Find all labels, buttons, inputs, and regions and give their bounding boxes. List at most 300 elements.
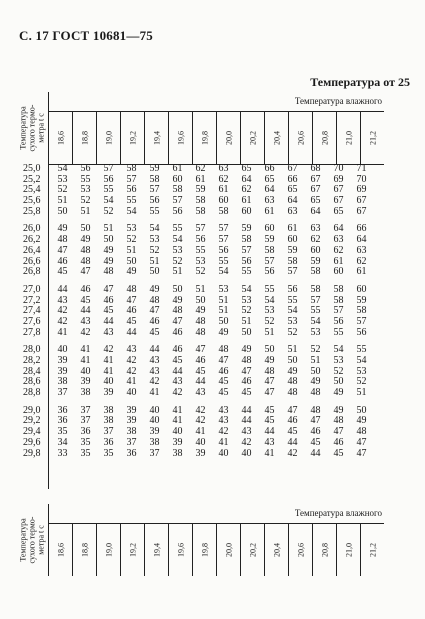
humidity-cell: 41 [264,447,275,459]
humidity-cell: 52 [195,266,206,278]
humidity-cell: 53 [195,255,206,267]
humidity-cell: 41 [172,415,183,427]
humidity-cell: 43 [172,376,183,388]
humidity-cell: 40 [195,436,206,448]
humidity-cell: 52 [310,344,321,356]
humidity-cell: 49 [333,387,344,399]
humidity-cell: 65 [333,205,344,217]
humidity-cell: 45 [195,365,206,377]
humidity-cell: 50 [287,355,298,366]
dry-temp-cell: 27,8 [23,326,41,338]
dry-temp-cell: 26,0 [23,223,41,235]
dry-temp-cell: 29,4 [23,426,41,438]
column-header [49,111,73,164]
humidity-cell: 42 [103,344,114,356]
table-row [15,438,410,449]
humidity-cell: 45 [264,404,275,416]
humidity-cell: 47 [333,426,344,438]
humidity-cell: 58 [126,163,137,174]
humidity-cell: 63 [356,244,367,256]
humidity-cell: 47 [103,283,114,295]
humidity-cell: 42 [195,415,206,427]
humidity-cell: 46 [172,344,183,356]
humidity-cell: 50 [103,234,114,246]
humidity-cell: 36 [103,436,114,448]
humidity-cell: 59 [241,223,252,235]
dry-temp-cell: 28,2 [23,355,41,366]
column-header [313,111,337,164]
humidity-cell: 58 [264,244,275,256]
humidity-cell: 37 [149,447,160,459]
humidity-cell: 53 [126,223,137,235]
dry-temp-cell: 25,2 [23,173,41,185]
humidity-cell: 51 [287,344,298,356]
humidity-cell: 69 [356,184,367,196]
row-group [15,406,410,459]
humidity-cell: 59 [356,294,367,306]
humidity-cell: 49 [241,344,252,356]
humidity-cell: 52 [126,234,137,246]
column-header-label: 19,4 [152,130,161,145]
humidity-cell: 60 [264,223,275,235]
humidity-cell: 57 [172,195,183,207]
humidity-cell: 61 [356,266,367,278]
humidity-cell: 37 [57,387,68,399]
humidity-cell: 44 [57,283,68,295]
table-row [15,416,410,427]
humidity-cell: 61 [195,173,206,185]
humidity-cell: 65 [310,195,321,207]
humidity-cell: 50 [80,223,91,235]
humidity-cell: 50 [264,344,275,356]
humidity-cell: 52 [356,376,367,388]
row-header-line: сухого термо- [27,516,36,564]
dry-temp-cell: 28,6 [23,376,41,388]
row-header-line: Температура [18,106,27,150]
humidity-cell: 44 [287,436,298,448]
humidity-cell: 47 [287,404,298,416]
humidity-cell: 55 [264,283,275,295]
column-header-label: 20,6 [296,130,305,145]
dry-temp-cell: 25,6 [23,195,41,207]
humidity-cell: 41 [80,355,91,366]
dry-temp-cell: 26,2 [23,234,41,246]
humidity-cell: 42 [241,436,252,448]
humidity-cell: 35 [80,447,91,459]
humidity-cell: 37 [80,404,91,416]
dry-temp-cell: 26,8 [23,266,41,278]
humidity-cell: 57 [103,163,114,174]
humidity-cell: 56 [149,195,160,207]
humidity-cell: 47 [195,344,206,356]
humidity-cell: 46 [310,426,321,438]
humidity-cell: 42 [126,365,137,377]
humidity-cell: 39 [103,387,114,399]
humidity-cell: 49 [103,244,114,256]
humidity-cell: 60 [333,266,344,278]
humidity-cell: 70 [356,173,367,185]
table-header-top [15,92,384,165]
humidity-cell: 44 [241,415,252,427]
humidity-cell: 43 [80,315,91,327]
humidity-cell: 45 [287,426,298,438]
humidity-cell: 41 [57,326,68,338]
column-header-label: 18,8 [80,542,89,557]
humidity-cell: 43 [264,436,275,448]
humidity-cell: 43 [103,326,114,338]
row-group [15,345,410,398]
humidity-cell: 38 [103,404,114,416]
humidity-cell: 50 [356,404,367,416]
humidity-cell: 52 [80,195,91,207]
table-row [15,427,410,438]
humidity-cell: 48 [264,365,275,377]
humidity-cell: 55 [310,305,321,317]
humidity-cell: 50 [172,283,183,295]
humidity-cell: 52 [333,365,344,377]
column-header-label: 20,2 [248,130,257,145]
humidity-cell: 53 [264,305,275,317]
humidity-cell: 48 [241,355,252,366]
humidity-cell: 52 [57,184,68,196]
humidity-cell: 67 [356,205,367,217]
column-header [361,523,385,576]
humidity-cell: 46 [241,376,252,388]
column-header [241,111,265,164]
column-header-label: 21,2 [368,130,377,145]
col-group-label: Температура влажного [49,504,385,523]
humidity-cell: 40 [149,415,160,427]
humidity-cell: 56 [241,255,252,267]
humidity-cell: 47 [80,266,91,278]
humidity-cell: 45 [103,305,114,317]
table-row [15,377,410,388]
humidity-cell: 40 [241,447,252,459]
humidity-cell: 48 [80,244,91,256]
table-row [15,345,410,356]
humidity-cell: 49 [149,283,160,295]
humidity-cell: 51 [80,205,91,217]
humidity-cell: 43 [241,426,252,438]
humidity-cell: 42 [287,447,298,459]
humidity-cell: 62 [218,173,229,185]
humidity-cell: 58 [333,283,344,295]
humidity-cell: 51 [57,195,68,207]
humidity-cell: 50 [57,205,68,217]
humidity-cell: 58 [241,234,252,246]
row-header-line: Температура [18,518,27,562]
humidity-cell: 45 [126,315,137,327]
humidity-cell: 51 [195,283,206,295]
column-header-label: 19,6 [176,130,185,145]
humidity-cell: 40 [126,387,137,399]
humidity-cell: 48 [333,415,344,427]
humidity-cell: 60 [356,283,367,295]
humidity-cell: 45 [218,376,229,388]
table-row [15,164,410,175]
humidity-cell: 41 [103,355,114,366]
humidity-cell: 52 [172,255,183,267]
column-header-label: 19,8 [200,542,209,557]
humidity-cell: 58 [333,294,344,306]
column-header-label: 20,8 [320,130,329,145]
humidity-cell: 58 [287,255,298,267]
table-row [15,207,410,218]
humidity-cell: 46 [103,294,114,306]
table-row [15,406,410,417]
humidity-cell: 43 [149,355,160,366]
humidity-cell: 53 [356,365,367,377]
humidity-cell: 35 [57,426,68,438]
humidity-cell: 66 [356,223,367,235]
table-body [15,164,410,466]
humidity-cell: 54 [264,294,275,306]
humidity-cell: 35 [103,447,114,459]
dry-temp-cell: 27,0 [23,283,41,295]
humidity-cell: 49 [218,326,229,338]
humidity-cell: 59 [310,255,321,267]
humidity-cell: 57 [149,184,160,196]
humidity-cell: 57 [333,305,344,317]
humidity-cell: 55 [218,255,229,267]
humidity-cell: 69 [333,173,344,185]
humidity-cell: 66 [287,173,298,185]
row-group [15,285,410,338]
humidity-cell: 51 [241,315,252,327]
humidity-cell: 49 [356,415,367,427]
humidity-cell: 40 [103,376,114,388]
humidity-cell: 53 [80,184,91,196]
column-header [241,523,265,576]
table-row [15,235,410,246]
humidity-cell: 45 [149,326,160,338]
humidity-cell: 53 [287,315,298,327]
humidity-cell: 59 [264,234,275,246]
humidity-cell: 57 [126,173,137,185]
humidity-cell: 53 [333,355,344,366]
humidity-cell: 53 [241,294,252,306]
humidity-cell: 56 [333,315,344,327]
humidity-cell: 51 [103,223,114,235]
humidity-cell: 44 [126,326,137,338]
humidity-cell: 57 [218,223,229,235]
humidity-cell: 47 [57,244,68,256]
humidity-cell: 45 [241,387,252,399]
humidity-cell: 38 [80,387,91,399]
humidity-cell: 45 [172,355,183,366]
humidity-cell: 49 [103,255,114,267]
dry-temp-cell: 27,4 [23,305,41,317]
humidity-cell: 41 [103,365,114,377]
humidity-cell: 50 [218,315,229,327]
humidity-cell: 47 [356,447,367,459]
humidity-cell: 67 [287,163,298,174]
humidity-cell: 68 [310,163,321,174]
dry-temp-cell: 27,6 [23,315,41,327]
column-header-label: 19,6 [176,542,185,557]
humidity-cell: 53 [149,234,160,246]
humidity-cell: 51 [218,305,229,317]
row-header-line: метра t с [36,113,45,143]
humidity-cell: 57 [195,223,206,235]
humidity-cell: 61 [172,163,183,174]
humidity-cell: 39 [57,365,68,377]
humidity-cell: 67 [310,173,321,185]
humidity-cell: 52 [103,205,114,217]
humidity-cell: 56 [195,234,206,246]
table-row [15,317,410,328]
humidity-cell: 45 [264,415,275,427]
column-header [193,111,217,164]
table-row [15,306,410,317]
humidity-cell: 39 [80,376,91,388]
humidity-cell: 57 [264,255,275,267]
humidity-cell: 49 [80,234,91,246]
humidity-cell: 62 [241,184,252,196]
humidity-cell: 39 [126,415,137,427]
humidity-cell: 55 [149,205,160,217]
humidity-cell: 39 [172,436,183,448]
humidity-cell: 62 [333,244,344,256]
humidity-cell: 56 [287,283,298,295]
humidity-cell: 56 [172,205,183,217]
table-row [15,267,410,278]
table-row [15,356,410,367]
humidity-cell: 41 [149,387,160,399]
humidity-cell: 35 [80,436,91,448]
humidity-cell: 64 [333,223,344,235]
humidity-cell: 41 [195,426,206,438]
humidity-cell: 64 [287,195,298,207]
humidity-cell: 41 [80,344,91,356]
humidity-cell: 46 [172,326,183,338]
humidity-cell: 55 [103,184,114,196]
humidity-cell: 62 [195,163,206,174]
column-header [49,523,73,576]
humidity-cell: 53 [57,173,68,185]
humidity-cell: 44 [241,404,252,416]
humidity-cell: 54 [149,223,160,235]
table-row [15,328,410,339]
humidity-cell: 51 [149,255,160,267]
column-header-label: 20,2 [248,542,257,557]
table-row [15,257,410,268]
column-header-label: 18,6 [56,130,65,145]
humidity-cell: 65 [264,173,275,185]
humidity-cell: 61 [241,195,252,207]
column-header [313,523,337,576]
humidity-cell: 48 [356,426,367,438]
humidity-cell: 61 [264,205,275,217]
humidity-cell: 63 [333,234,344,246]
humidity-cell: 46 [218,365,229,377]
humidity-cell: 48 [126,283,137,295]
column-header [337,523,361,576]
column-header [169,523,193,576]
humidity-cell: 54 [310,315,321,327]
row-header [15,92,49,164]
table-row [15,246,410,257]
humidity-cell: 46 [195,355,206,366]
humidity-cell: 56 [264,266,275,278]
humidity-cell: 44 [172,365,183,377]
table-row [15,175,410,186]
humidity-cell: 42 [80,326,91,338]
column-header-label: 20,4 [272,130,281,145]
humidity-cell: 51 [264,326,275,338]
humidity-cell: 60 [287,234,298,246]
humidity-cell: 44 [195,376,206,388]
row-group [15,224,410,277]
humidity-cell: 46 [333,436,344,448]
humidity-cell: 57 [241,244,252,256]
humidity-cell: 48 [103,266,114,278]
humidity-cell: 52 [287,326,298,338]
column-header [145,523,169,576]
humidity-cell: 54 [356,355,367,366]
humidity-cell: 51 [310,355,321,366]
humidity-cell: 56 [218,244,229,256]
humidity-cell: 58 [172,184,183,196]
humidity-cell: 58 [218,205,229,217]
humidity-cell: 46 [149,315,160,327]
humidity-cell: 46 [80,283,91,295]
humidity-cell: 36 [80,426,91,438]
humidity-cell: 38 [149,436,160,448]
column-header-label: 21,0 [344,130,353,145]
row-group [15,164,410,217]
humidity-cell: 52 [241,305,252,317]
humidity-cell: 40 [218,447,229,459]
humidity-cell: 54 [241,283,252,295]
column-header-label: 19,8 [200,130,209,145]
table-row [15,367,410,378]
humidity-cell: 67 [356,195,367,207]
humidity-cell: 47 [264,387,275,399]
column-header-label: 20,6 [296,542,305,557]
column-header-label: 19,2 [128,130,137,145]
humidity-cell: 54 [218,266,229,278]
humidity-cell: 44 [149,344,160,356]
humidity-cell: 47 [126,294,137,306]
humidity-cell: 44 [80,305,91,317]
humidity-cell: 53 [310,326,321,338]
column-header [265,111,289,164]
humidity-cell: 57 [287,266,298,278]
humidity-cell: 59 [287,244,298,256]
column-header [337,111,361,164]
humidity-cell: 56 [80,163,91,174]
humidity-cell: 54 [103,195,114,207]
humidity-cell: 43 [195,387,206,399]
humidity-cell: 49 [287,365,298,377]
column-header-label: 20,0 [224,542,233,557]
humidity-cell: 42 [172,387,183,399]
humidity-cell: 50 [126,255,137,267]
humidity-cell: 45 [80,294,91,306]
column-header [145,111,169,164]
humidity-cell: 58 [310,266,321,278]
dry-temp-cell: 29,2 [23,415,41,427]
humidity-cell: 59 [195,184,206,196]
humidity-cell: 42 [218,426,229,438]
dry-temp-cell: 25,4 [23,184,41,196]
table-row [15,388,410,399]
section-title: Температура от 25 [310,75,410,89]
table-row [15,196,410,207]
humidity-cell: 55 [195,244,206,256]
humidity-cell: 67 [333,195,344,207]
